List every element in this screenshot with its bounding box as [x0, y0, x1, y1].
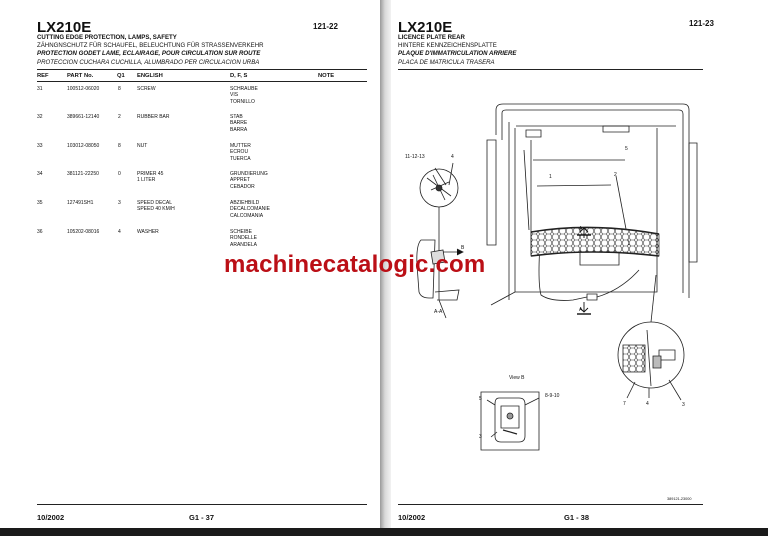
cell-english: NUT	[137, 143, 148, 149]
cell-qty: 4	[118, 229, 121, 235]
section-titles	[37, 34, 264, 67]
header-rule-top	[37, 69, 367, 70]
cell-ref: 35	[37, 200, 43, 206]
cell-english: SPEED DECAL SPEED 40 KM/H	[137, 200, 175, 213]
cell-part-no: 389661-12140	[67, 114, 100, 120]
label-4a: 4	[451, 154, 454, 160]
label-a-top: A	[579, 226, 583, 232]
title-french: PROTECTION GODET LAME, ECLAIRAGE, POUR CIRCULATION SUR ROUTE	[37, 50, 261, 58]
label-7: 7	[623, 401, 626, 407]
title-english: LICENCE PLATE REAR	[398, 34, 465, 41]
footer-page-number: G1 - 38	[564, 513, 590, 522]
cell-ref: 32	[37, 114, 43, 120]
cell-ref: 36	[37, 229, 43, 235]
label-5b: 5	[479, 396, 482, 402]
label-2: 2	[614, 172, 617, 178]
cell-translations: SCHEIBE RONDELLE ARANDELA	[230, 229, 257, 248]
cell-english: RUBBER BAR	[137, 114, 170, 120]
cell-qty: 0	[118, 171, 121, 177]
cell-part-no: 105202-08016	[67, 229, 100, 235]
footer-rule	[37, 504, 367, 505]
label-4b: 4	[646, 401, 649, 407]
title-english: CUTTING EDGE PROTECTION, LAMPS, SAFETY	[37, 34, 177, 41]
footer-date: 10/2002	[37, 513, 65, 522]
header-rule-bottom	[37, 81, 367, 82]
label-view-b: View B	[509, 375, 525, 381]
label-11-12-13: 11-12-13	[405, 154, 425, 160]
cell-translations: MUTTER ECROU TUERCA	[230, 143, 251, 162]
title-spanish: PROTECCION CUCHARA CUCHILLA, ALUMBRADO PER CIRCULACION URBA	[37, 58, 260, 66]
column-header-english: ENGLISH	[137, 73, 163, 79]
label-1: 1	[549, 174, 552, 180]
detail-circle-right	[618, 275, 684, 400]
cell-english: SCREW	[137, 86, 156, 92]
label-3b: 3	[682, 402, 685, 408]
view-b-detail	[481, 392, 539, 450]
cell-translations: ABZIEHBILD DECALCOMANIE CALCOMANIA	[230, 200, 271, 219]
label-5: 5	[625, 146, 628, 152]
cell-translations: SCHRAUBE VIS TORNILLO	[230, 86, 258, 105]
cell-ref: 34	[37, 171, 43, 177]
column-header-quantity: Q1	[117, 73, 125, 79]
cell-part-no: 381121-22250	[67, 171, 99, 177]
label-3a: 3	[479, 434, 482, 440]
cell-qty: 3	[118, 200, 121, 206]
watermark-text: machinecatalogic.com	[224, 251, 486, 278]
page-reference: 121-23	[689, 19, 714, 28]
column-header-part-no: PART No.	[67, 73, 94, 79]
column-header-ref: REF	[37, 73, 49, 79]
cell-ref: 33	[37, 143, 43, 149]
label-8-9-10: 8-9-10	[545, 393, 560, 399]
label-b: B	[461, 245, 465, 251]
title-german: HINTERE KENNZEICHENSPLATTE	[398, 42, 497, 50]
title-spanish: PLACA DE MATRICULA TRASERA	[398, 58, 495, 66]
page-reference: 121-22	[313, 22, 338, 31]
cell-part-no: 127491SH1	[67, 200, 94, 206]
cell-qty: 2	[118, 114, 121, 120]
footer-rule	[398, 504, 703, 505]
cell-english: WASHER	[137, 229, 159, 235]
model-title: LX210E	[398, 19, 453, 36]
footer-page-number: G1 - 37	[189, 513, 215, 522]
model-title: LX210E	[37, 19, 92, 36]
detail-circle-left	[420, 169, 458, 318]
footer-date: 10/2002	[398, 513, 426, 522]
cell-translations: STAB BARRE BARRA	[230, 114, 248, 133]
cell-ref: 31	[37, 86, 43, 92]
label-a-bottom: A	[579, 307, 583, 313]
cell-qty: 8	[118, 143, 121, 149]
title-german: ZÄHNGNSCHUTZ FÜR SCHAUFEL, BELEUCHTUNG FÜR STRASSENVERKEHR	[37, 42, 264, 50]
cell-english: PRIMER 45 1 LITER	[137, 171, 164, 184]
cell-part-no: 100512-06020	[67, 86, 100, 92]
title-french: PLAQUE D'IMMATRICULATION ARRIERE	[398, 50, 517, 58]
drawing-number: 389121-23000	[667, 497, 692, 501]
column-header-note: NOTE	[318, 73, 335, 79]
cell-translations: GRUNDIERUNG APPRET CEBADOR	[230, 171, 268, 190]
bottom-band	[0, 528, 768, 536]
column-header-dfs: D, F, S	[230, 73, 248, 79]
cell-qty: 8	[118, 86, 121, 92]
cell-part-no: 103012-08050	[67, 143, 100, 149]
label-a-a: A-A	[434, 309, 443, 315]
